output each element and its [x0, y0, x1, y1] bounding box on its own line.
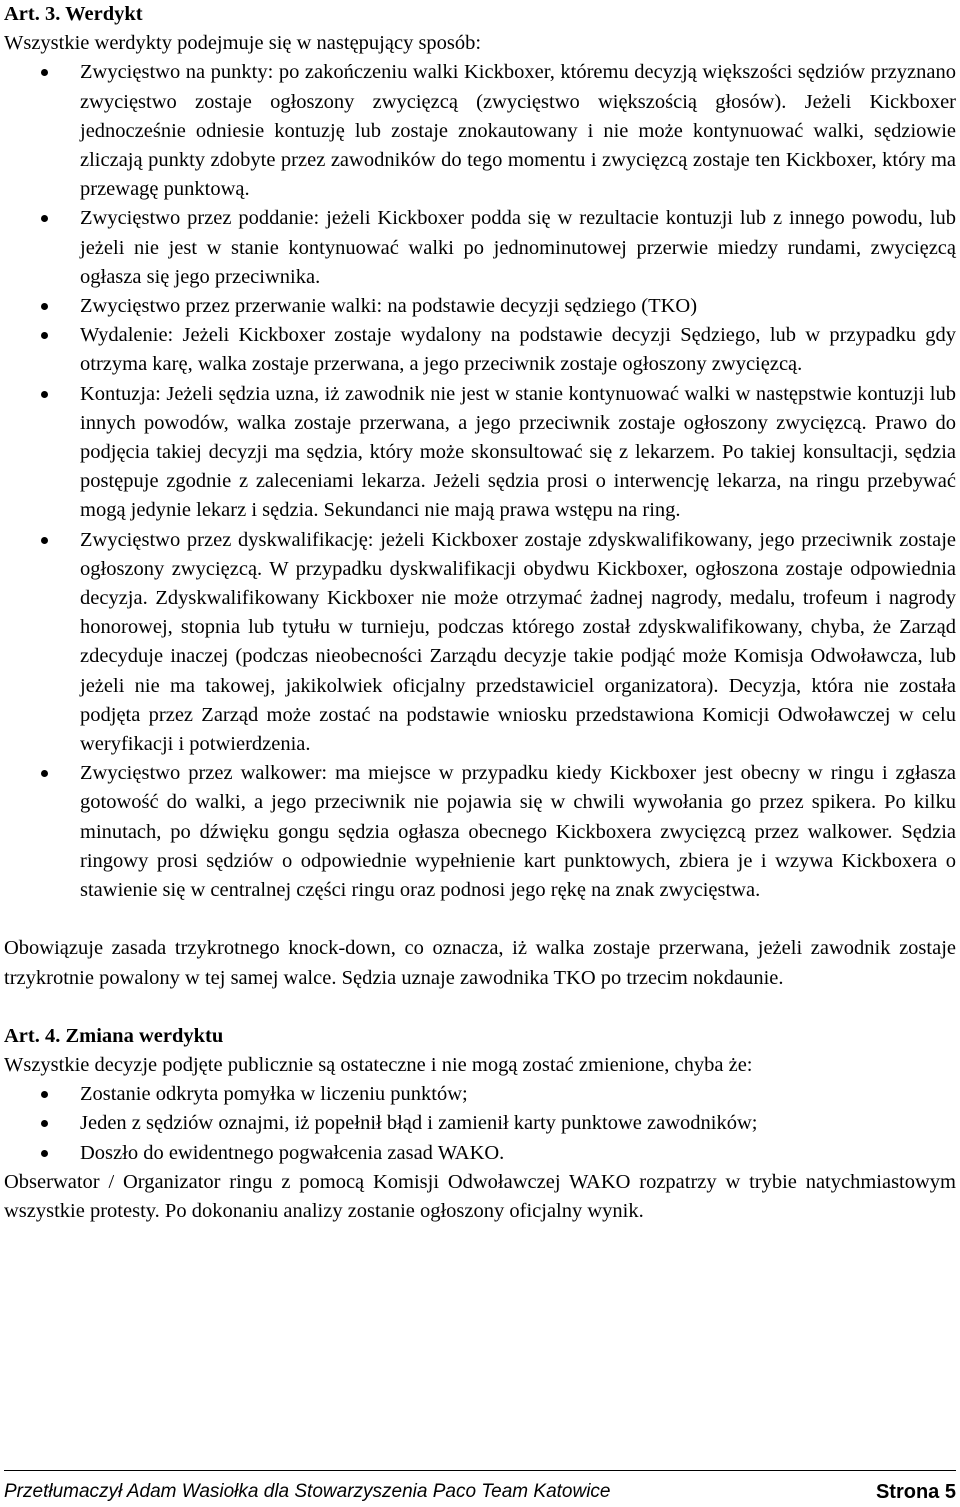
- list-item-text: Zwycięstwo przez przerwanie walki: na podstawie decyzji sędziego (TKO): [80, 295, 698, 318]
- bullet-icon: [41, 215, 48, 222]
- list-item: [4, 292, 956, 321]
- list-item: [4, 204, 956, 292]
- bullet-icon: [41, 69, 48, 76]
- art3-heading: [4, 0, 956, 29]
- art4-heading: [4, 1022, 956, 1051]
- spacer: [4, 905, 956, 934]
- bullet-icon: [41, 391, 48, 398]
- list-item-text: Zwycięstwo przez walkower: ma miejsce w przypadku kiedy Kickboxer jest obecny w ringu i zgłasza gotowość do walki, a jego przeciwnik nie pojawia się w chwili wywołania go przez spikera. Po kilku minutach, po dźwięku gongu sędzia ogłasza obecnego Kickboxera zwycięzcą przez walkower. Sędzia ringowy prosi sędziów o odpowiednie wypełnienie kart punktowych, zbiera je i wzywa Kickboxera o stawienie się w centralnej części ringu oraz podnosi jego rękę na znak zwycięstwa.: [80, 762, 956, 902]
- art3-intro: Wszystkie werdykty podejmuje się w następujący sposób:: [4, 32, 482, 55]
- art4-number: Art. 4.: [4, 1024, 61, 1047]
- list-item-text: Kontuzja: Jeżeli sędzia uzna, iż zawodnik nie jest w stanie kontynuować walki w następstwie kontuzji lub innych powodów, walka zostaje przerwana, a jego przeciwnik zostaje ogłoszony zwycięzcą. Prawo do podjęcia takiej decyzji ma sędzia, który może skonsultować się z lekarzem. Po takiej konsultacji, sędzia postępuje zgodnie z zaleceniami lekarza. Jeżeli sędzia prosi o interwencję lekarza, na ringu przebywać mogą jedynie lekarz i sędzia. Sekundanci nie mają prawa wstępu na ring.: [80, 382, 956, 522]
- bullet-icon: [41, 1150, 48, 1157]
- bullet-icon: [41, 332, 48, 339]
- bullet-icon: [41, 1091, 48, 1098]
- list-item-text: Wydalenie: Jeżeli Kickboxer zostaje wydalony na podstawie decyzji Sędziego, lub w przypadku gdy otrzyma karę, walka zostaje przerwana, a jego przeciwnik zostaje ogłoszony zwycięzcą.: [80, 324, 956, 376]
- list-item: [4, 526, 956, 760]
- art3-bullet-list: [4, 58, 956, 905]
- knockdown-rule: Obowiązuje zasada trzykrotnego knock-down, co oznacza, iż walka zostaje przerwana, jeżeli zawodnik zostaje trzykrotnie powalony w tej samej walce. Sędzia uznaje zawodnika TKO po trzecim nokdaunie.: [4, 937, 956, 989]
- list-item: [4, 759, 956, 905]
- bullet-icon: [41, 1120, 48, 1127]
- list-item-text: Zwycięstwo przez dyskwalifikację: jeżeli Kickboxer zostaje zdyskwalifikowany, jego przeciwnik zostaje ogłoszony zwycięzcą. W przypadku dyskwalifikacji obydwu Kickboxer, ogłoszona zostaje odpowiednia decyzja. Zdyskwalifikowany Kickboxer nie może otrzymać żadnej nagrody, medalu, trofeum i nagrody honorowej, stopnia lub tytułu w turnieju, podczas którego został zdyskwalifikowany, chyba, że Zarząd zdecyduje inaczej (podczas nieobecności Zarządu decyzje takie podjąć może Komisja Odwoławcza, lub jeżeli nie ma takowej, jakikolwiek oficjalny przedstawiciel organizatora). Decyzja, która nie została podjęta przez Zarząd może zostać na podstawie wniosku przedstawiona Komicji Odwoławczej w celu weryfikacji i potwierdzenia.: [80, 528, 956, 756]
- art3-number: Art. 3.: [4, 3, 61, 25]
- bullet-icon: [41, 537, 48, 544]
- list-item-text: Jeden z sędziów oznajmi, iż popełnił błąd i zamienił karty punktowe zawodników;: [80, 1112, 758, 1135]
- art4-intro: Wszystkie decyzje podjęte publicznie są ostateczne i nie mogą zostać zmienione, chyba że:: [4, 1053, 753, 1076]
- list-item-text: Zwycięstwo na punkty: po zakończeniu walki Kickboxer, któremu decyzją większości sędziów przyznano zwycięstwo zostaje ogłoszony zwycięzcą (zwycięstwo większością głosów). Jeżeli Kickboxer jednocześnie odniesie kontuzję lub zostaje znokautowany i nie może kontynuować walki, sędziowie zliczają punkty zdobyte przez zawodników do tego momentu i zwycięzcą zostaje ten Kickboxer, który ma przewagę punktową.: [80, 61, 956, 201]
- art4-bullet-list: [4, 1080, 956, 1168]
- list-item: [4, 1139, 956, 1168]
- list-item-text: Zostanie odkryta pomyłka w liczeniu punktów;: [80, 1083, 468, 1106]
- footer-credit: Przetłumaczył Adam Wasiołka dla Stowarzyszenia Paco Team Katowice: [4, 1481, 611, 1502]
- bullet-icon: [41, 770, 48, 777]
- art3-title: Werdykt: [65, 3, 143, 25]
- list-item: [4, 1080, 956, 1109]
- bullet-icon: [41, 303, 48, 310]
- list-item-text: Zwycięstwo przez poddanie: jeżeli Kickboxer podda się w rezultacie kontuzji lub z innego powodu, lub jeżeli nie jest w stanie kontynuować walki po jednominutowej przerwie miedzy rundami, zwycięzcą ogłasza się jego przeciwnika.: [80, 207, 956, 288]
- page-footer: [4, 1470, 956, 1504]
- list-item: [4, 1109, 956, 1138]
- document-page: [4, 0, 956, 1226]
- art4-title: Zmiana werdyktu: [65, 1024, 224, 1047]
- page-number: Strona 5: [875, 1481, 956, 1503]
- list-item: [4, 321, 956, 379]
- list-item-text: Doszło do ewidentnego pogwałcenia zasad WAKO.: [80, 1141, 505, 1164]
- list-item: [4, 58, 956, 204]
- spacer: [4, 993, 956, 1022]
- list-item: [4, 380, 956, 526]
- art4-closing: Obserwator / Organizator ringu z pomocą Komisji Odwoławczej WAKO rozpatrzy w trybie natychmiastowym wszystkie protesty. Po dokonaniu analizy zostanie ogłoszony oficjalny wynik.: [4, 1170, 956, 1222]
